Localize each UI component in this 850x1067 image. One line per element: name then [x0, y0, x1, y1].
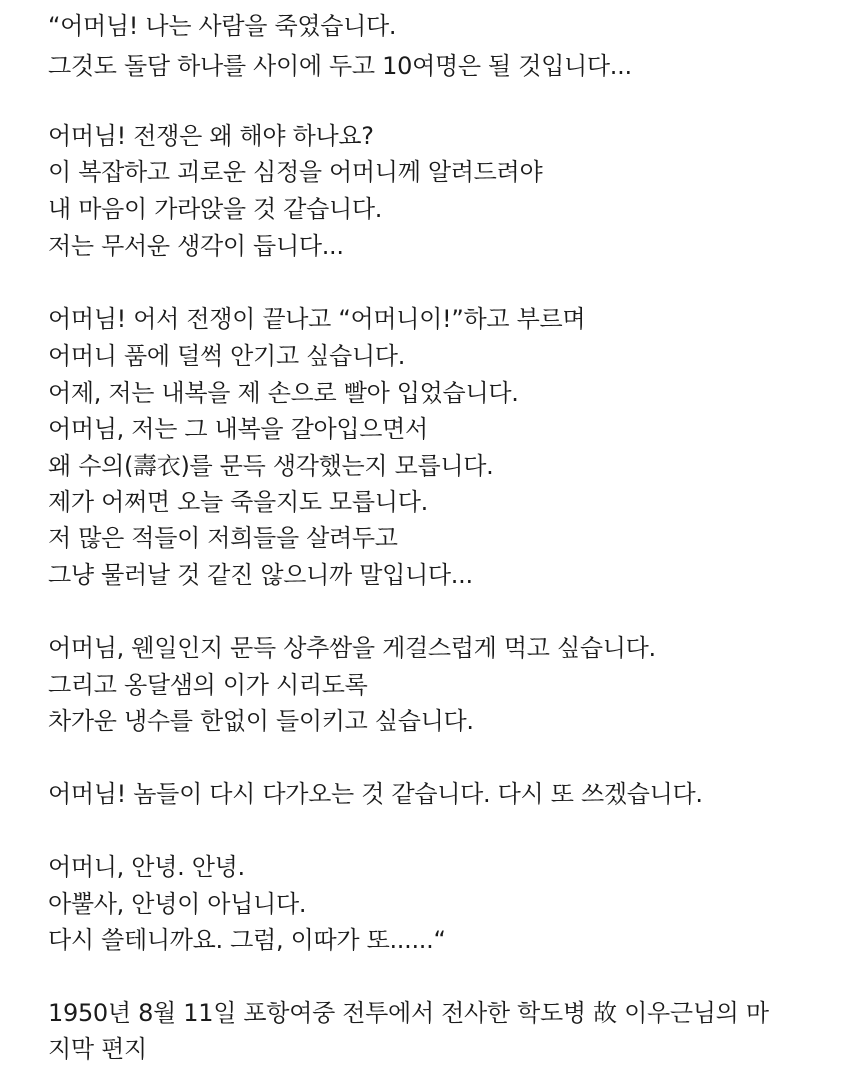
letter-line: 어머님, 저는 그 내복을 갈아입으면서 [48, 415, 428, 443]
letter-line: 왜 수의(壽衣)를 문득 생각했는지 모릅니다. [48, 452, 494, 480]
letter-line: 다시 쓸테니까요. 그럼, 이따가 또......“ [48, 926, 446, 954]
letter-line: 그리고 옹달샘의 이가 시리도록 [48, 671, 368, 699]
letter-line: 제가 어쩌면 오늘 죽을지도 모릅니다. [48, 488, 428, 516]
letter-line: 아뿔사, 안녕이 아닙니다. [48, 890, 307, 918]
letter-line: 어머니, 안녕. 안녕. [48, 853, 245, 881]
letter-line: “어머님! 나는 사람을 죽였습니다. [48, 12, 397, 40]
letter-line: 어제, 저는 내복을 제 손으로 빨아 입었습니다. [48, 379, 519, 407]
caption-line: 지막 편지 [48, 1035, 147, 1063]
letter-line: 어머니 품에 덜썩 안기고 싶습니다. [48, 342, 406, 370]
letter-line: 내 마음이 가라앉을 것 같습니다. [48, 195, 383, 223]
letter-line: 차가운 냉수를 한없이 들이키고 싶습니다. [48, 707, 474, 735]
letter-line: 저 많은 적들이 저희들을 살려두고 [48, 524, 398, 552]
letter-line: 어머님! 어서 전쟁이 끝나고 “어머니이!”하고 부르며 [48, 305, 586, 333]
letter-line: 어머님, 웬일인지 문득 상추쌈을 게걸스럽게 먹고 싶습니다. [48, 634, 656, 662]
letter-line: 어머님! 전쟁은 왜 해야 하나요? [48, 122, 374, 150]
letter-line: 그것도 돌담 하나를 사이에 두고 10여명은 될 것입니다... [48, 52, 632, 80]
letter-line: 그냥 물러날 것 같진 않으니까 말입니다... [48, 561, 473, 589]
caption-line: 1950년 8월 11일 포항여중 전투에서 전사한 학도병 故 이우근님의 마 [48, 999, 769, 1027]
letter-line: 이 복잡하고 괴로운 심정을 어머니께 알려드려야 [48, 158, 543, 186]
letter-line: 어머님! 놈들이 다시 다가오는 것 같습니다. 다시 또 쓰겠습니다. [48, 780, 703, 808]
letter-line: 저는 무서운 생각이 듭니다... [48, 232, 344, 260]
